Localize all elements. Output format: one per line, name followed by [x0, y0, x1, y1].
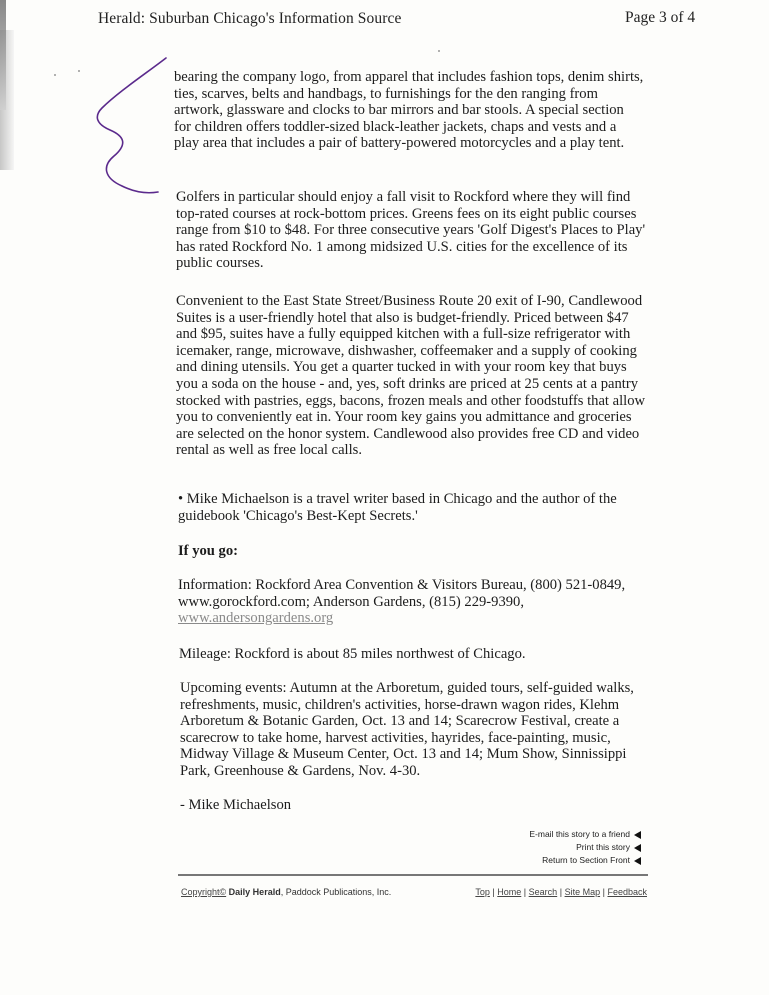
return-section-link[interactable]	[529, 854, 641, 867]
scan-speck	[438, 50, 440, 52]
page-header-source: Herald: Suburban Chicago's Information Source	[98, 10, 402, 27]
footer-link-home[interactable]: Home	[497, 887, 522, 897]
scan-edge	[0, 0, 6, 110]
footer-nav	[475, 887, 647, 897]
scan-speck	[54, 74, 56, 76]
copyright-line	[181, 887, 391, 897]
article-paragraph: Golfers in particular should enjoy a fall visit to Rockford where they will find top-rated courses at rock-bottom prices. Greens fees on its eight public courses range from $10 to $48. For three consecutive years 'Golf Digest's Places to Play' has rated Rockford No. 1 among midsized U.S. cities for the excellence of its public courses.	[176, 189, 646, 272]
email-story-label: E-mail this story to a friend	[529, 829, 630, 839]
email-story-link[interactable]	[529, 828, 641, 841]
article-paragraph: Convenient to the East State Street/Business Route 20 exit of I-90, Candlewood Suites is a user-friendly hotel that also is budget-friendly. Priced between $47 and $95, suites have a fully equipped kitchen with a full-size refrigerator with icemaker, range, microwave, dishwasher, coffeemaker and a supply of cooking and dining utensils. You get a quarter tucked in with your room key that buys you a soda on the house - and, yes, soft drinks are priced at 25 cents at a pantry stocked with pastries, eggs, bacons, frozen meals and other foodstuffs that allow you to conveniently eat in. Your room key gains you admittance and groceries are selected on the honor system. Candlewood also provides free CD and video rental as well as free local calls.	[176, 293, 646, 459]
scan-speck	[78, 70, 80, 72]
upcoming-events: Upcoming events: Autumn at the Arboretum, guided tours, self-guided walks, refreshments, music, children's activities, horse-drawn wagon rides, Klehm Arboretum & Botanic Garden, Oct. 13 and 14; Scarecrow Festival, create a scarecrow to take home, harvest activities, hayrides, face-painting, music, Midway Village & Museum Center, Oct. 13 and 14; Mum Show, Sinnissippi Park, Greenhouse & Gardens, Nov. 4-30.	[180, 680, 634, 779]
information-text: Information: Rockford Area Convention & Visitors Bureau, (800) 521-0849, www.gorockford.com; Anderson Gardens, (815) 229-9390,	[178, 577, 626, 610]
if-you-go-heading: If you go:	[178, 543, 238, 559]
footer-separator: |	[523, 887, 527, 897]
brand-name: Daily Herald	[228, 887, 281, 897]
handwritten-annotation-icon	[88, 52, 174, 202]
print-story-label: Print this story	[576, 842, 630, 853]
footer-divider	[178, 874, 648, 876]
page-number: Page 3 of 4	[625, 9, 696, 26]
anderson-gardens-link[interactable]: www.andersongardens.org	[178, 610, 334, 627]
footer-link-site-map[interactable]: Site Map	[564, 887, 601, 897]
footer-separator: |	[492, 887, 495, 897]
arrow-left-icon	[634, 857, 641, 865]
mileage-text: Mileage: Rockford is about 85 miles northwest of Chicago.	[179, 646, 526, 662]
arrow-left-icon	[634, 831, 641, 839]
return-section-label: Return to Section Front	[542, 855, 630, 866]
article-paragraph: bearing the company logo, from apparel that includes fashion tops, denim shirts, ties, scarves, belts and handbags, to furnishings for the den ranging from artwork, glassware and clocks to bar mirrors and bar stools. A special section for children offers toddler-sized black-leather jackets, chaps and vests and a play area that includes a pair of battery-powered motorcycles and a play tent.	[174, 69, 644, 152]
footer-separator: |	[602, 887, 605, 897]
print-story-link[interactable]	[529, 841, 641, 854]
author-bio: • Mike Michaelson is a travel writer based in Chicago and the author of the guidebook 'Chicago's Best-Kept Secrets.'	[178, 491, 617, 524]
information-block	[178, 577, 648, 627]
arrow-left-icon	[634, 844, 641, 852]
footer-link-search[interactable]: Search	[528, 887, 558, 897]
footer-link-feedback[interactable]: Feedback	[607, 887, 647, 897]
footer-link-top[interactable]: Top	[475, 887, 490, 897]
publisher-name: , Paddock Publications, Inc.	[280, 887, 392, 897]
story-actions	[529, 828, 641, 868]
byline: - Mike Michaelson	[180, 797, 292, 813]
copyright-link[interactable]: Copyright©	[181, 887, 227, 897]
footer-separator: |	[559, 887, 563, 897]
